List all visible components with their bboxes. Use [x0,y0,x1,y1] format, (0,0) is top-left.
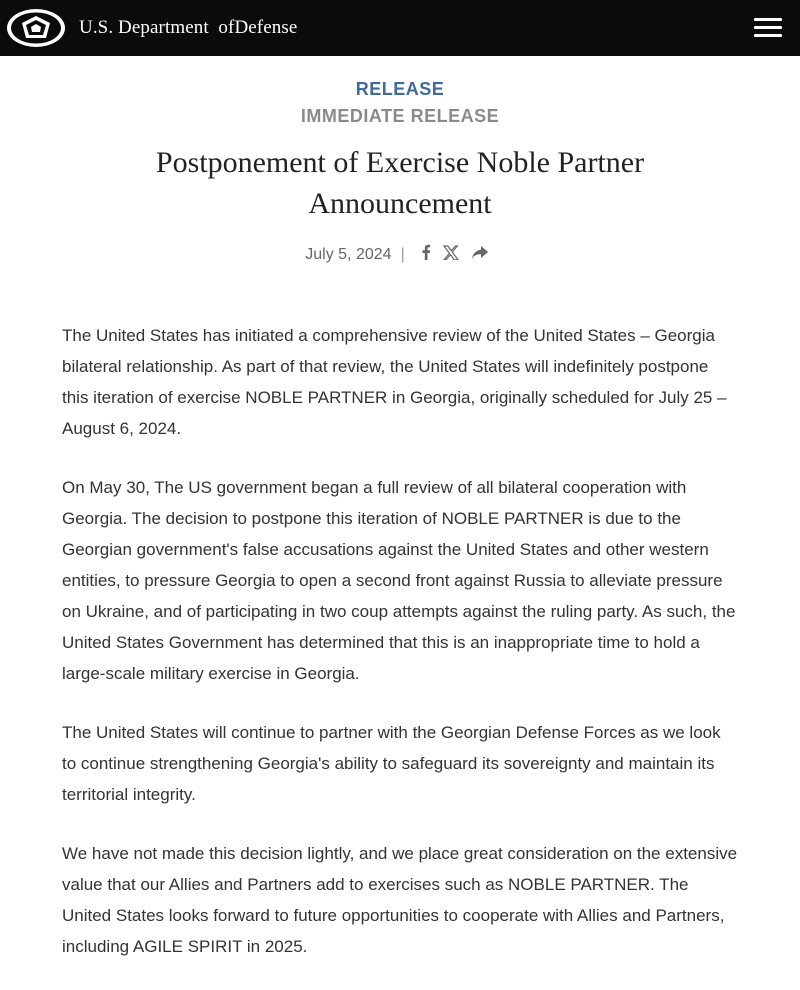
category-label[interactable]: RELEASE [355,79,445,99]
facebook-icon[interactable] [421,244,431,265]
article-paragraph: We have not made this decision lightly, and we place great consideration on the extensive value that our Allies and Partners add to exercises such as NOBLE PARTNER. The United States looks forward to future opportunities to cooperate with Allies and Partners, including AGILE SPIRIT in 2025. [62,844,738,956]
article-paragraph: On May 30, The US government began a full review of all bilateral cooperation with Georgia. The decision to postpone this iteration of NOBLE PARTNER is due to the Georgian government's false accusations against the United States and other western entities, to pressure Georgia to open a second front against Russia to alleviate pressure on Ukraine, and of participating in two coup attempts against the ruling party. As such, the United States Government has determined that this is an inappropriate time to hold a large-scale military exercise in Georgia. [62,478,736,683]
x-icon[interactable] [443,245,459,265]
menu-button[interactable] [754,16,784,40]
article-paragraph: The United States will continue to partner with the Georgian Defense Forces as we look to continue strengthening Georgia's ability to safeguard its sovereignty and maintain its territorial integrity. [62,723,721,804]
site-name[interactable]: U.S. Department ofDefense [79,17,298,38]
share-icon[interactable] [471,245,489,265]
meta-separator: | [400,245,405,263]
release-type-label: IMMEDIATE RELEASE [300,106,500,126]
publish-date: July 5, 2024 [305,245,392,263]
hamburger-menu-icon [754,18,782,21]
page-title: Postponement of Exercise Noble Partner Announcement [155,146,645,220]
site-header [0,0,800,56]
article-meta [0,244,800,265]
pentagon-seal-icon[interactable] [6,8,66,48]
article-paragraph: The United States has initiated a comprehensive review of the United States – Georgia bilateral relationship. As part of that review, the United States will indefinitely postpone this iteration of exercise NOBLE PARTNER in Georgia, originally scheduled for July 25 – August 6, 2024. [62,326,727,438]
article-body [62,320,738,990]
